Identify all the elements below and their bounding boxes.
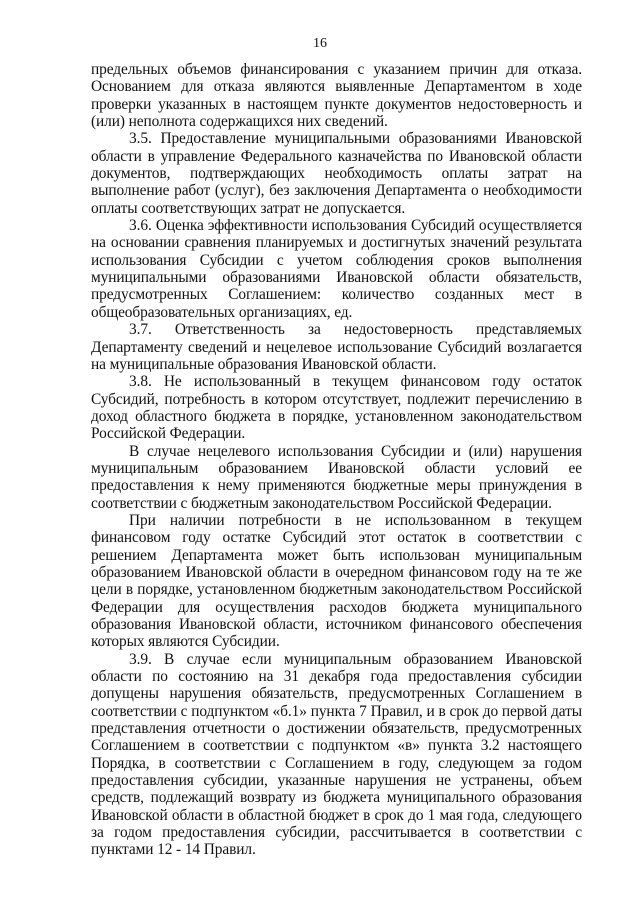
page-number: 16: [313, 36, 327, 51]
paragraph-misuse: В случае нецелевого использования Субсидии и (или) нарушения муниципальным образованием Ивановской области условий ее предоставления к нему применяются бюджетные меры принуждения в соответствии с бюджетным законодательством Российской Федерации.: [91, 442, 582, 512]
document-body: [91, 61, 582, 859]
paragraph-remainder-use: При наличии потребности в не использованном в текущем финансовом году остатке Субсидий этот остаток в соответствии с решением Департамента может быть использован муниципальным образованием Ивановской области в очередном финансовом году на те же цели в порядке, установленном бюджетным законодательством Российской Федерации для осуществления расходов бюджета муниципального образования Ивановской области, источником финансового обеспечения которых являются Субсидии.: [91, 511, 582, 651]
paragraph-3-5: 3.5. Предоставление муниципальными образованиями Ивановской области в управление Федерального казначейства по Ивановской области документов, подтверждающих необходимость оплаты затрат на выполнение работ (услуг), без заключения Департамента о необходимости оплаты соответствующих затрат не допускается.: [91, 130, 582, 217]
paragraph-3-6: 3.6. Оценка эффективности использования Субсидий осуществляется на основании сравнения планируемых и достигнутых значений результата использования Субсидии с учетом соблюдения сроков выполнения муниципальными образованиями Ивановской области обязательств, предусмотренных Соглашением: количество созданных мест в общеобразовательных организациях, ед.: [91, 217, 582, 321]
paragraph-3-8: 3.8. Не использованный в текущем финансовом году остаток Субсидий, потребность в котором отсутствует, подлежит перечислению в доход областного бюджета в порядке, установленном законодательством Российской Федерации.: [91, 373, 582, 443]
paragraph-3-9: 3.9. В случае если муниципальным образованием Ивановской области по состоянию на 31 декабря года предоставления субсидии допущены нарушения обязательств, предусмотренных Соглашением в соответствии с подпунктом «б.1» пункта 7 Правил, и в срок до первой даты представления отчетности о достижении обязательств, предусмотренных Соглашением в соответствии с подпунктом «в» пункта 3.2 настоящего Порядка, в соответствии с Соглашением в году, следующем за годом предоставления субсидии, указанные нарушения не устранены, объем средств, подлежащий возврату из бюджета муниципального образования Ивановской области в областной бюджет в срок до 1 мая года, следующего за годом предоставления субсидии, рассчитывается в соответствии с пунктами 12 - 14 Правил.: [91, 650, 582, 859]
paragraph-continuation: предельных объемов финансирования с указанием причин для отказа. Основанием для отказа являются выявленные Департаментом в ходе проверки указанных в настоящем пункте документов недостоверность и (или) неполнота содержащихся них сведений.: [91, 61, 582, 131]
paragraph-3-7: 3.7. Ответственность за недостоверность представляемых Департаменту сведений и нецелевое использование Субсидий возлагается на муниципальные образования Ивановской области.: [91, 321, 582, 373]
